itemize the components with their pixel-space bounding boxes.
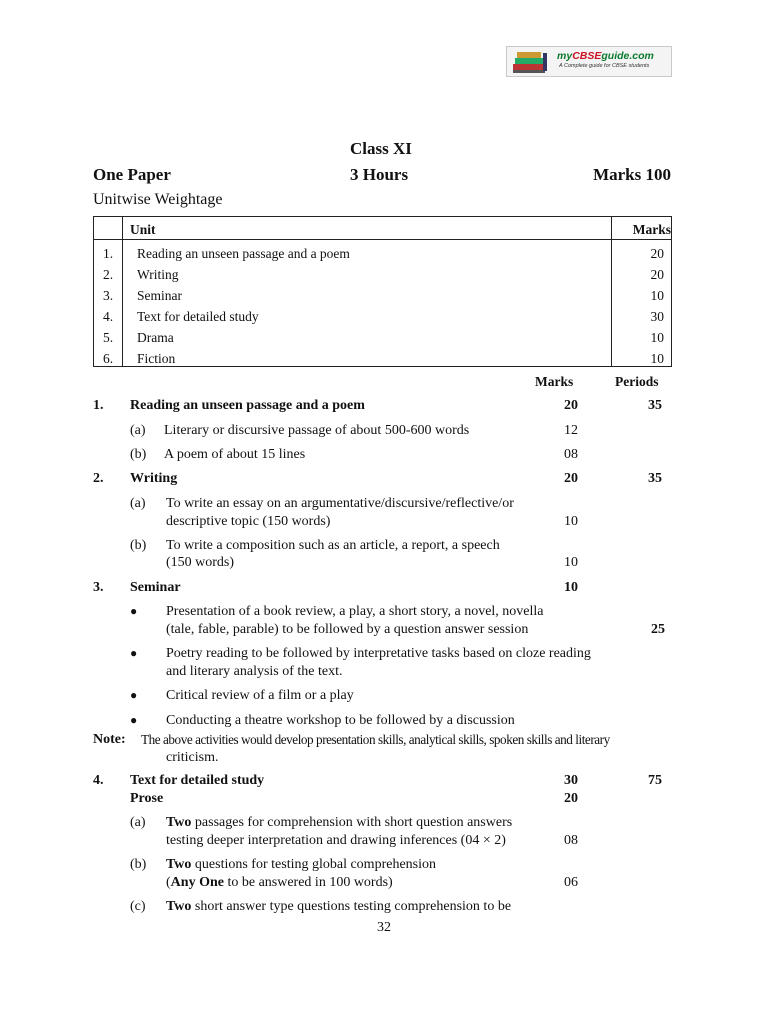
- item-label: (b): [130, 447, 147, 462]
- total-marks-label: Marks 100: [593, 165, 671, 184]
- books-icon: [509, 49, 553, 74]
- table-row-unit: Reading an unseen passage and a poem: [137, 246, 350, 261]
- table-row-num: 6.: [103, 351, 114, 366]
- item-text: (Any One to be answered in 100 words): [166, 875, 393, 890]
- item-text: Literary or discursive passage of about 500-600 words: [164, 423, 470, 438]
- section-number: 3.: [93, 580, 104, 595]
- page-number: 32: [377, 920, 391, 935]
- section-number: 1.: [93, 398, 104, 413]
- note-label: Note:: [93, 732, 126, 747]
- bullet-icon: ●: [130, 604, 138, 618]
- table-row-unit: Fiction: [137, 351, 176, 366]
- section-periods: 25: [651, 622, 665, 637]
- item-marks: 08: [564, 447, 578, 462]
- note-text: The above activities would develop presentation skills, analytical skills, spoken skills and literary: [141, 732, 610, 747]
- item-label: (c): [130, 899, 146, 914]
- item-text: Two questions for testing global comprehension: [166, 857, 436, 872]
- duration-label: 3 Hours: [350, 165, 409, 184]
- section-title: Writing: [130, 471, 178, 486]
- section-marks: 30: [564, 773, 578, 788]
- table-header-unit: Unit: [130, 222, 156, 237]
- item-marks: 10: [564, 555, 578, 570]
- table-row-num: 4.: [103, 309, 114, 324]
- logo-tagline: A Complete guide for CBSE students: [559, 63, 650, 69]
- prose-title: Prose: [130, 791, 164, 806]
- table-row-marks: 20: [650, 246, 664, 261]
- table-row-unit: Seminar: [137, 288, 182, 303]
- table-header-marks: Marks: [632, 222, 671, 237]
- bullet-icon: ●: [130, 688, 138, 702]
- table-row-num: 3.: [103, 288, 114, 303]
- col-heading-periods: Periods: [615, 374, 659, 389]
- section-title: Reading an unseen passage and a poem: [130, 398, 365, 413]
- table-row-unit: Writing: [137, 267, 179, 282]
- section-periods: 35: [648, 471, 662, 486]
- bullet-icon: ●: [130, 646, 138, 660]
- col-heading-marks: Marks: [535, 374, 574, 389]
- table-row-num: 2.: [103, 267, 114, 282]
- item-marks: 08: [564, 833, 578, 848]
- item-text: A poem of about 15 lines: [164, 447, 306, 462]
- table-row-num: 5.: [103, 330, 114, 345]
- prose-marks: 20: [564, 791, 578, 806]
- item-text: testing deeper interpretation and drawing inferences (04 × 2): [166, 833, 506, 848]
- table-row-marks: 10: [650, 330, 664, 345]
- item-marks: 10: [564, 514, 578, 529]
- item-text: (150 words): [166, 555, 235, 570]
- table-row-marks: 20: [650, 267, 664, 282]
- item-text: To write an essay on an argumentative/discursive/reflective/or: [166, 496, 514, 511]
- logo-brand: myCBSEguide.com: [557, 50, 654, 62]
- item-text: Two short answer type questions testing comprehension to be: [166, 899, 512, 914]
- item-label: (a): [130, 423, 146, 438]
- item-marks: 06: [564, 875, 578, 890]
- item-label: (b): [130, 857, 147, 872]
- item-label: (a): [130, 815, 146, 830]
- section-title: Seminar: [130, 580, 181, 595]
- table-row-marks: 10: [650, 351, 664, 366]
- class-title: Class XI: [350, 139, 412, 158]
- section-periods: 75: [648, 773, 662, 788]
- table-row-marks: 10: [650, 288, 664, 303]
- item-text: To write a composition such as an article, a report, a speech: [166, 538, 500, 553]
- section-number: 4.: [93, 773, 104, 788]
- item-marks: 12: [564, 423, 578, 438]
- table-row-unit: Drama: [137, 330, 174, 345]
- bullet-icon: ●: [130, 713, 138, 727]
- item-text: Two passages for comprehension with short question answers: [166, 815, 513, 830]
- table-row-unit: Text for detailed study: [137, 309, 259, 324]
- item-label: (b): [130, 538, 147, 553]
- bullet-text: Conducting a theatre workshop to be followed by a discussion: [166, 713, 515, 728]
- bullet-text: Poetry reading to be followed by interpretative tasks based on cloze reading: [166, 646, 591, 661]
- section-marks: 20: [564, 471, 578, 486]
- bullet-text: Critical review of a film or a play: [166, 688, 354, 703]
- unitwise-weightage-title: Unitwise Weightage: [93, 191, 223, 208]
- bullet-text: and literary analysis of the text.: [166, 664, 343, 679]
- bullet-text: Presentation of a book review, a play, a short story, a novel, novella: [166, 604, 544, 619]
- note-text: criticism.: [166, 750, 219, 765]
- paper-label: One Paper: [93, 165, 171, 184]
- table-row-marks: 30: [650, 309, 664, 324]
- section-marks: 10: [564, 580, 578, 595]
- item-label: (a): [130, 496, 146, 511]
- table-row-num: 1.: [103, 246, 114, 261]
- section-number: 2.: [93, 471, 104, 486]
- section-title: Text for detailed study: [130, 773, 265, 788]
- section-marks: 20: [564, 398, 578, 413]
- section-periods: 35: [648, 398, 662, 413]
- bullet-text: (tale, fable, parable) to be followed by a question answer session: [166, 622, 529, 637]
- mycbseguide-logo: [506, 46, 672, 77]
- item-text: descriptive topic (150 words): [166, 514, 331, 529]
